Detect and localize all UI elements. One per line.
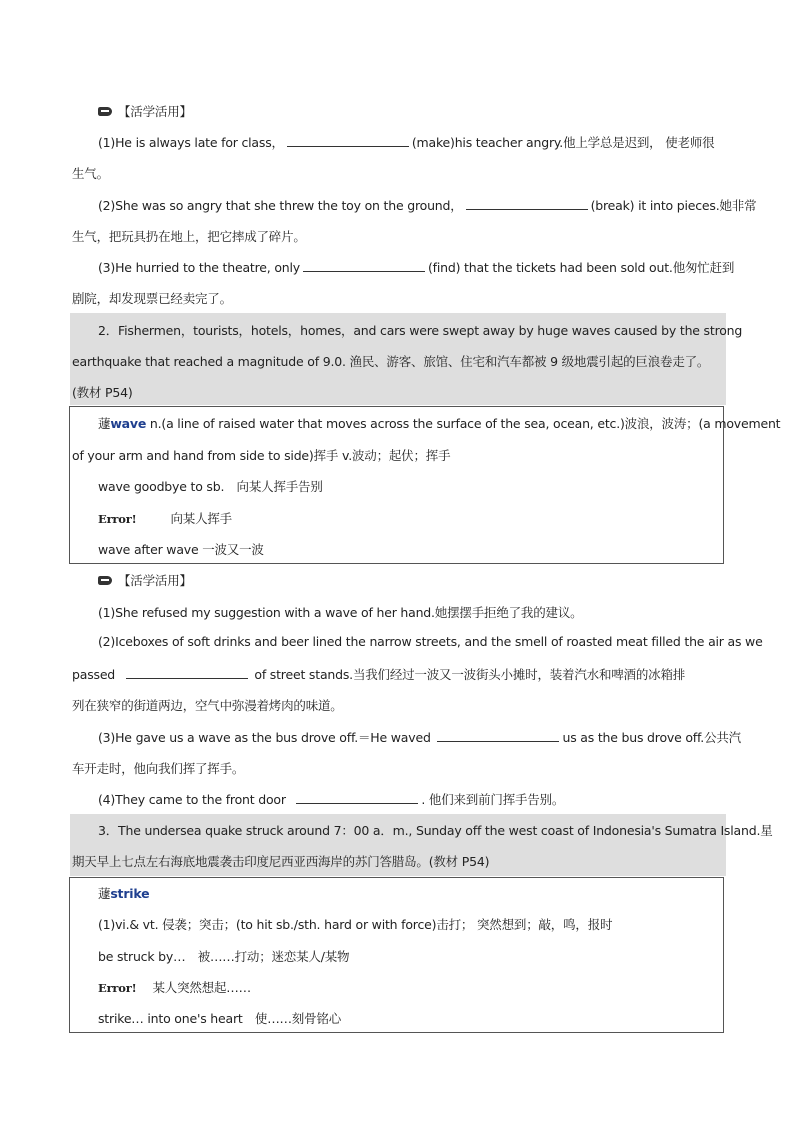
strike-definition: (1)vi.& vt. 侵袭；突击；(to hit sb./sth. hard or with force)击打； 突然想到；敲，鸣，报时: [98, 917, 613, 932]
strike-phrase-3: strike… into one's heart 使……刻骨铭心: [98, 1011, 341, 1026]
answer-blank[interactable]: [437, 730, 559, 742]
error-text: Error!: [98, 512, 137, 526]
exercise-2-cont: 生气，把玩具扔在地上，把它摔成了碎片。: [72, 229, 306, 244]
exercise-2: (2)She was so angry that she threw the toy on the ground， (break) it into pieces.她非常: [98, 198, 757, 213]
exercise-1: (1)He is always late for class， (make)his teacher angry.他上学总是迟到， 使老师很: [98, 135, 715, 150]
exercise-3-cont: 剧院，却发现票已经卖完了。: [72, 291, 232, 306]
wave-definition-1: 蘧wave n.(a line of raised water that moves across the surface of the sea, ocean, etc.)波浪，波涛；(a movement: [98, 416, 781, 431]
answer-blank[interactable]: [296, 792, 418, 804]
answer-blank[interactable]: [287, 135, 409, 147]
exercise-1-cont: 生气。: [72, 166, 109, 181]
sentence-3-line-2: 期天早上七点左右海底地震袭击印度尼西亚西海岸的苏门答腊岛。(教材 P54): [72, 854, 490, 869]
strike-phrase-1: be struck by… 被……打动；迷恋某人/某物: [98, 949, 350, 964]
exercise-5-cont-2: 列在狭窄的街道两边，空气中弥漫着烤肉的味道。: [72, 698, 343, 713]
answer-blank[interactable]: [466, 198, 588, 210]
strike-heading: 蘧strike: [98, 886, 150, 901]
wave-phrase-3: wave after wave 一波又一波: [98, 542, 264, 557]
answer-blank[interactable]: [303, 260, 425, 272]
error-text: Error!: [98, 981, 137, 995]
keyword-wave: wave: [110, 416, 147, 431]
exercise-7: (4)They came to the front door . 他们来到前门挥手告别。: [98, 792, 565, 807]
keyword-strike: strike: [110, 886, 150, 901]
exercise-6: (3)He gave us a wave as the bus drove off.＝He waved us as the bus drove off.公共汽: [98, 730, 741, 745]
exercise-3: (3)He hurried to the theatre, only (find) that the tickets had been sold out.他匆忙赶到: [98, 260, 735, 275]
strike-phrase-2: Error! 某人突然想起……: [98, 980, 251, 995]
sentence-2-line-1: 2．Fishermen，tourists，hotels，homes，and cars were swept away by huge waves caused by the strong: [98, 323, 743, 338]
sentence-2-line-2: earthquake that reached a magnitude of 9.0. 渔民、游客、旅馆、住宅和汽车都被 9 级地震引起的巨浪卷走了。: [72, 354, 710, 369]
practice-heading-2: 【活学活用】: [98, 571, 192, 589]
textbook-reference: (教材 P54): [72, 385, 133, 400]
pointing-hand-icon: [98, 576, 112, 585]
exercise-6-cont: 车开走时，他向我们挥了挥手。: [72, 761, 245, 776]
answer-blank[interactable]: [126, 667, 248, 679]
wave-definition-2: of your arm and hand from side to side)挥手 v.波动；起伏；挥手: [72, 448, 451, 463]
exercise-5-cont: passed of street stands.当我们经过一波又一波街头小摊时，装着汽水和啤酒的冰箱排: [72, 667, 686, 682]
exercise-4: (1)She refused my suggestion with a wave of her hand.她摆摆手拒绝了我的建议。: [98, 605, 583, 620]
pointing-hand-icon: [98, 107, 112, 116]
wave-phrase-2: Error! 向某人挥手: [98, 511, 232, 526]
sentence-3-line-1: 3．The undersea quake struck around 7：00 a．m., Sunday off the west coast of Indonesia's Sumatra Island.星: [98, 823, 773, 838]
practice-heading-1: 【活学活用】: [98, 102, 192, 120]
exercise-5: (2)Iceboxes of soft drinks and beer lined the narrow streets, and the smell of roasted meat filled the air as we: [98, 634, 763, 649]
wave-phrase-1: wave goodbye to sb. 向某人挥手告别: [98, 479, 323, 494]
